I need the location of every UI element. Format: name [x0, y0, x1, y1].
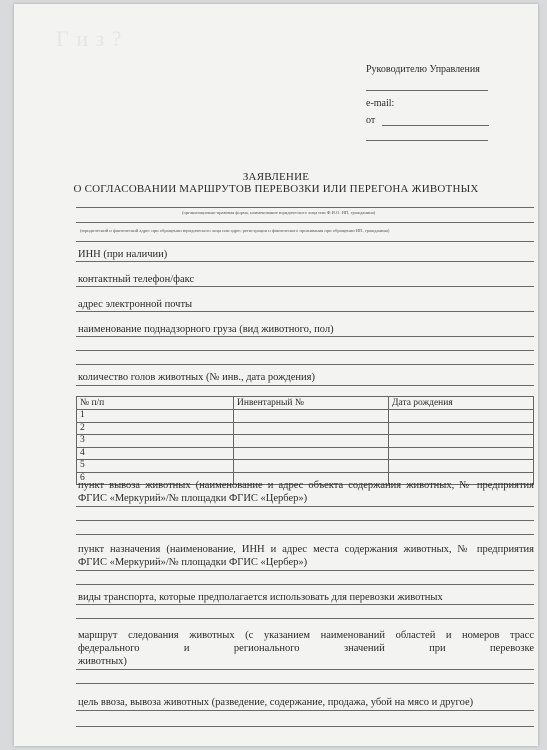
cargo-line	[76, 336, 534, 337]
route-label: маршрут следования животных (с указанием наименований областей и номеров трасс	[78, 630, 534, 641]
bleed-through-mark: Г и з ?	[56, 26, 123, 51]
recipient-line	[366, 90, 488, 91]
table-cell: 6	[77, 472, 234, 485]
from-label: от	[366, 115, 376, 126]
address-line-2	[76, 241, 534, 242]
route-label-2	[78, 643, 534, 654]
transport-line-2	[76, 618, 534, 619]
heads-line	[76, 385, 534, 386]
table-row	[77, 447, 534, 460]
table-header-cell: № п/п	[77, 397, 234, 410]
route-word: регионального	[233, 643, 300, 654]
inn-line	[76, 261, 534, 262]
destination-label-2: ФГИС «Меркурий»/№ площадки ФГИС «Цербер»)	[78, 557, 308, 568]
phone-label: контактный телефон/факс	[78, 274, 195, 285]
doc-subtitle: О СОГЛАСОВАНИИ МАРШРУТОВ ПЕРЕВОЗКИ ИЛИ ПЕРЕГОНА ЖИВОТНЫХ	[73, 183, 479, 195]
departure-line	[76, 506, 534, 507]
departure-line-2	[76, 520, 534, 521]
table-cell: 1	[77, 410, 234, 423]
cargo-line-2	[76, 350, 534, 351]
email-label: e-mail:	[366, 98, 395, 109]
from-line-2	[366, 140, 488, 141]
table-cell	[389, 447, 534, 460]
route-word: значений	[343, 643, 385, 654]
from-line	[382, 125, 489, 126]
heads-label: количество голов животных (№ инв., дата рождения)	[78, 372, 315, 383]
purpose-line-2	[76, 726, 534, 727]
table-cell	[234, 435, 389, 448]
table-cell	[389, 422, 534, 435]
route-word: федерального	[78, 643, 140, 654]
route-line-2	[76, 683, 534, 684]
animals-table	[76, 396, 534, 485]
table-cell	[389, 435, 534, 448]
table-cell	[234, 422, 389, 435]
table-row	[77, 410, 534, 423]
recipient-label: Руководителю Управления	[366, 64, 480, 75]
departure-label-2: ФГИС «Меркурий»/№ площадки ФГИС «Цербер»)	[78, 493, 308, 504]
transport-label: виды транспорта, которые предполагается использовать для перевозки животных	[78, 592, 443, 603]
applicant-line	[76, 207, 534, 208]
departure-label: пункт вывоза животных (наименование и адрес объекта содержания животных, № предприятия	[78, 480, 534, 491]
table-cell	[389, 460, 534, 473]
table-header-cell: Инвентарный №	[234, 397, 389, 410]
table-cell: 2	[77, 422, 234, 435]
cargo-label: наименование поднадзорного груза (вид животного, пол)	[78, 324, 334, 335]
cargo-line-3	[76, 364, 534, 365]
route-word: перевозке	[490, 643, 534, 654]
inn-label: ИНН (при наличии)	[78, 249, 168, 260]
route-word: и	[183, 643, 190, 654]
table-row	[77, 435, 534, 448]
route-line	[76, 669, 534, 670]
email-line	[76, 311, 534, 312]
table-cell	[234, 447, 389, 460]
destination-line	[76, 570, 534, 571]
table-row	[77, 460, 534, 473]
destination-label: пункт назначения (наименование, ИНН и адрес места содержания животных, № предприятия	[78, 544, 534, 555]
table-cell	[234, 410, 389, 423]
table-cell: 4	[77, 447, 234, 460]
table-row	[77, 422, 534, 435]
destination-line-2	[76, 584, 534, 585]
doc-title: ЗАЯВЛЕНИЕ	[242, 171, 310, 183]
document-page	[14, 4, 538, 746]
departure-line-3	[76, 534, 534, 535]
table-cell: 3	[77, 435, 234, 448]
transport-line	[76, 604, 534, 605]
email-field-label: адрес электронной почты	[78, 299, 193, 310]
address-line	[76, 222, 534, 223]
table-cell: 5	[77, 460, 234, 473]
purpose-line	[76, 710, 534, 711]
purpose-label: цель ввоза, вывоза животных (разведение, содержание, продажа, убой на мясо и другое)	[78, 697, 474, 708]
table-cell	[234, 460, 389, 473]
table-cell	[389, 410, 534, 423]
table-header-row	[77, 397, 534, 410]
address-hint: (юридический и фактический адрес при обращении юридического лица или адрес регистрации и фактического проживания при обращении ИП, гражданина)	[80, 228, 390, 233]
route-word: при	[429, 643, 446, 654]
legal-form-hint: (организационно-правовая форма, наименование юридического лица или Ф.И.О. ИП, гражданина)	[182, 210, 376, 215]
phone-line	[76, 286, 534, 287]
table-header-cell: Дата рождения	[389, 397, 534, 410]
route-label-3: животных)	[78, 656, 127, 667]
